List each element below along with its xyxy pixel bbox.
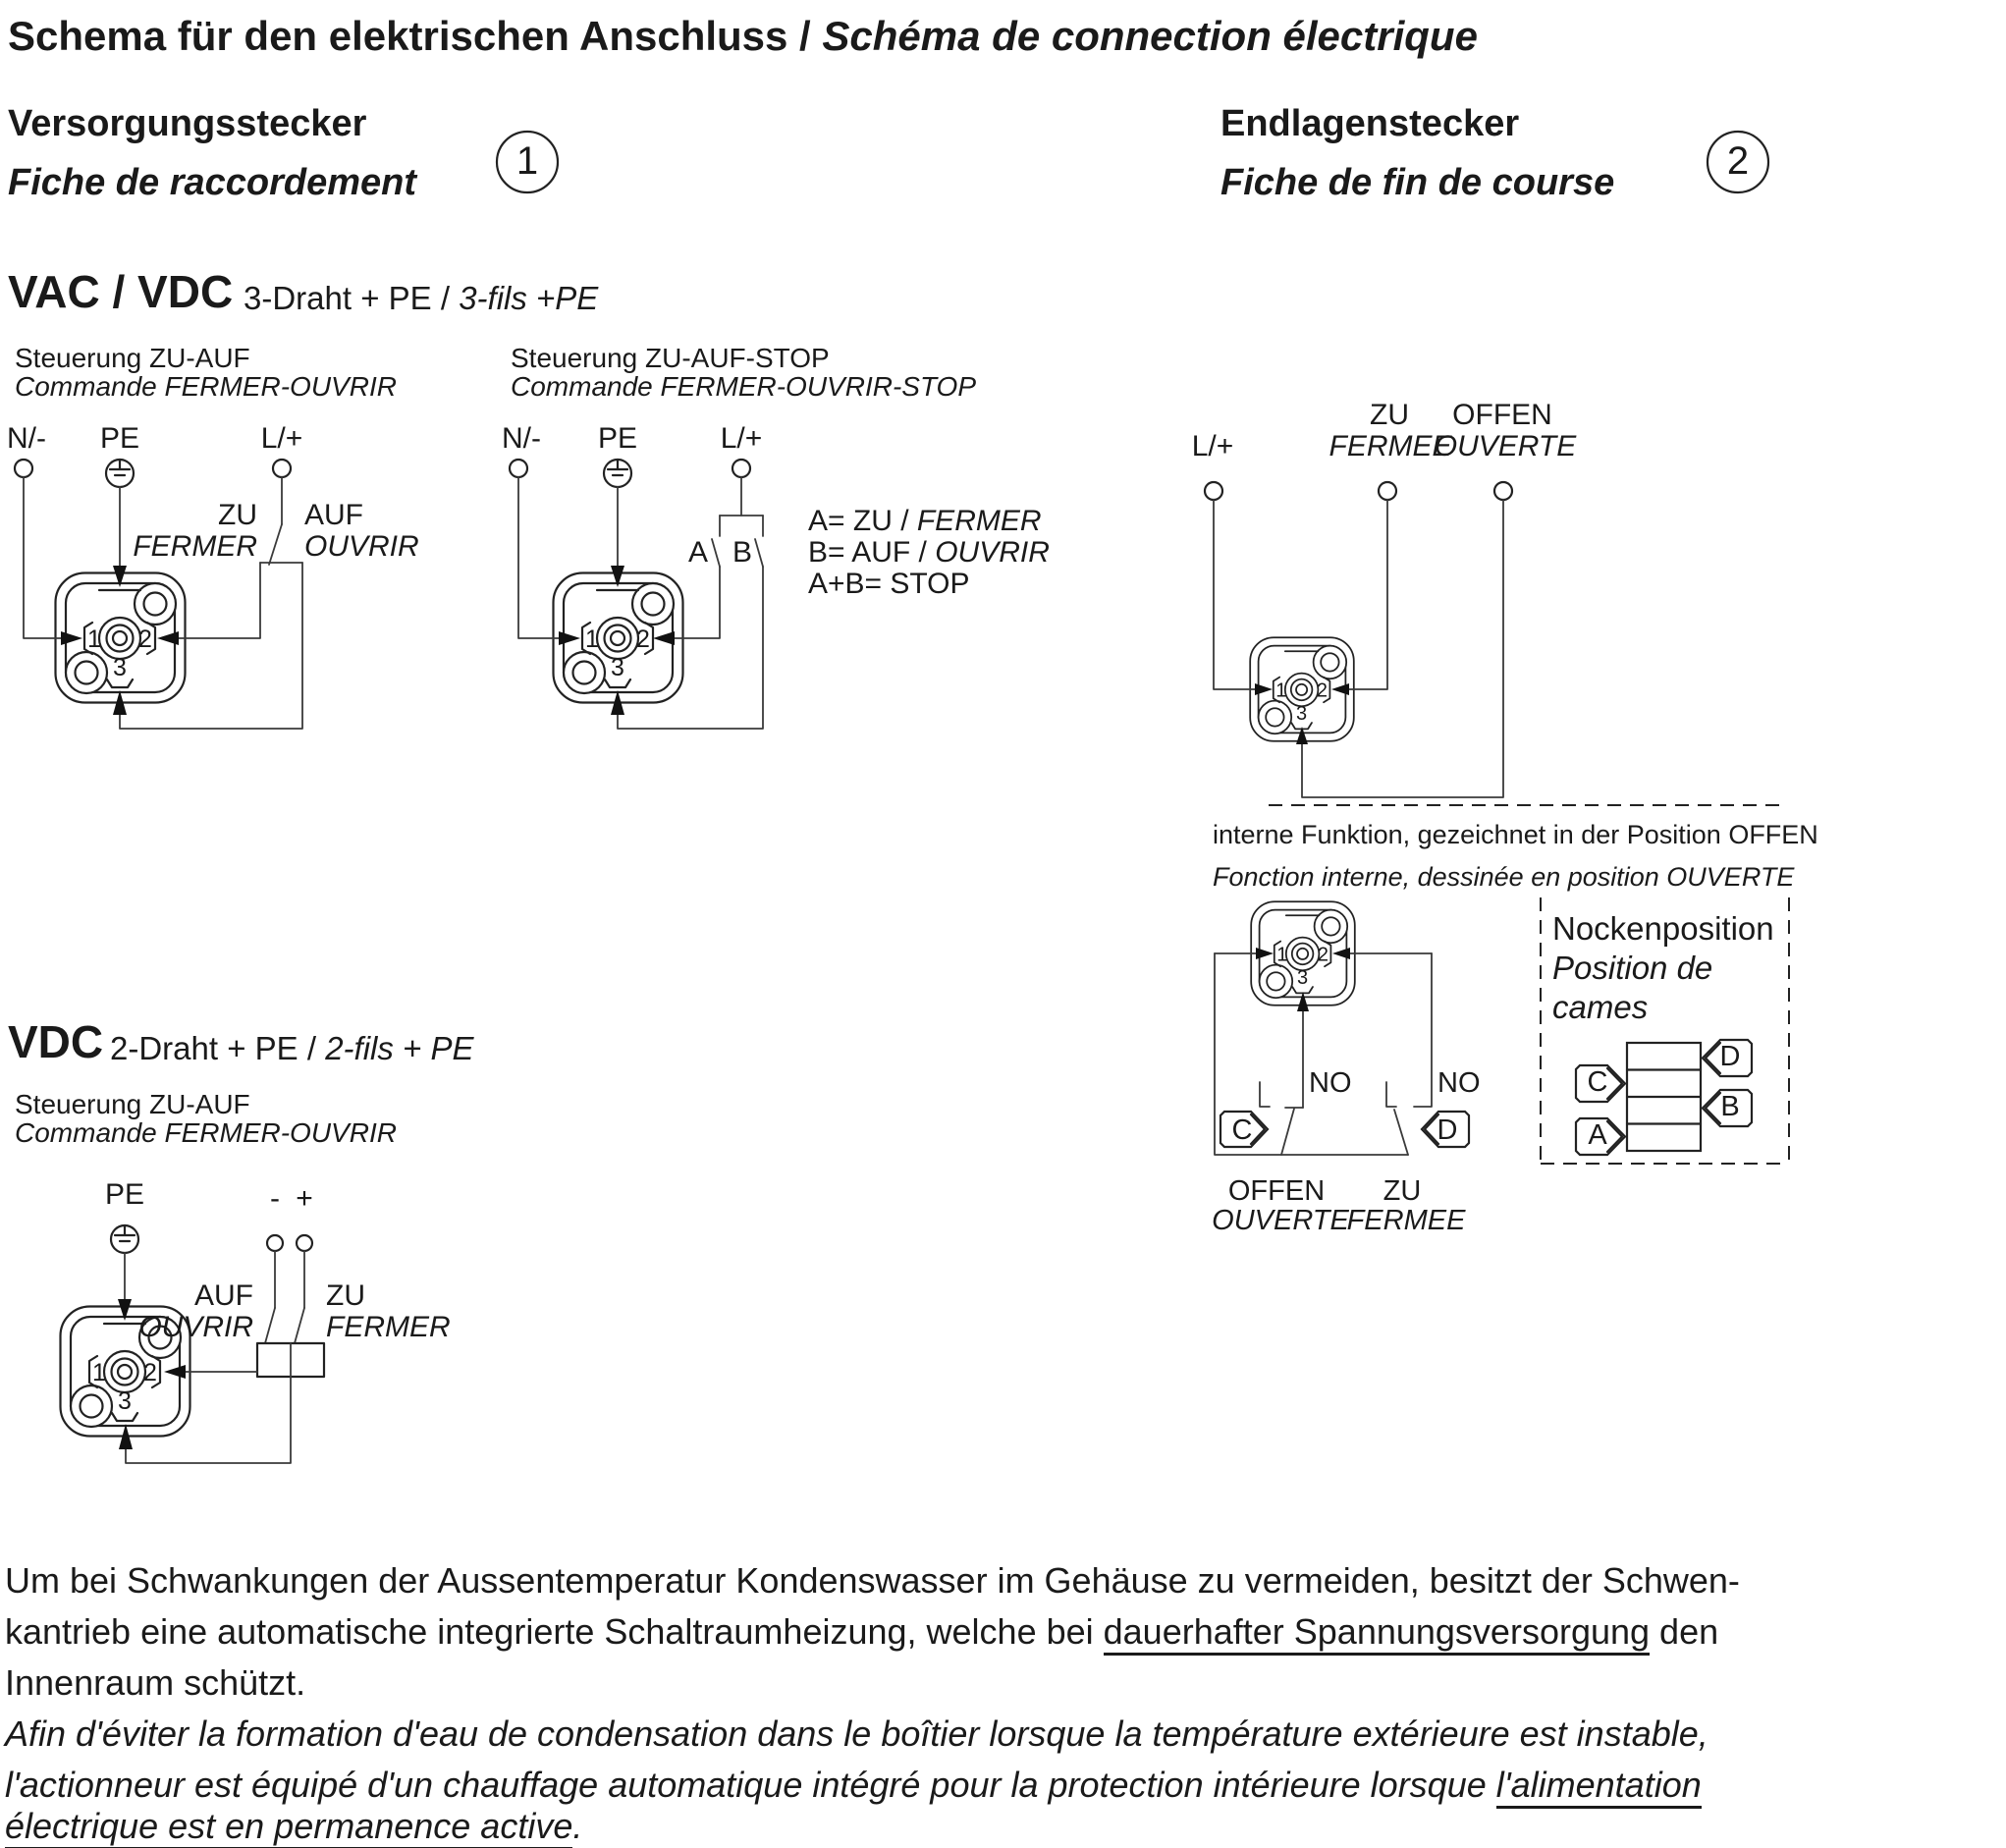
page-title-de: Schema für den elektrischen Anschluss / <box>8 13 823 59</box>
d4-terminal-plus: + <box>296 1182 313 1215</box>
d4-caption-fr: Commande FERMER-OUVRIR <box>15 1117 397 1148</box>
d1-caption-de: Steuerung ZU-AUF <box>15 343 250 373</box>
d2-switch-b-label: B <box>732 536 752 569</box>
cam-title-de: Nockenposition <box>1552 910 1774 947</box>
switch-zu-D <box>1386 1082 1408 1155</box>
d2-caption-de: Steuerung ZU-AUF-STOP <box>511 343 830 373</box>
limit-header-de: Endlagenstecker <box>1220 103 1520 144</box>
d4-caption-de: Steuerung ZU-AUF <box>15 1089 250 1119</box>
d4-label-fermer: FERMER <box>326 1311 451 1343</box>
cam-badge-a-letter: A <box>1588 1119 1607 1151</box>
internal-fermee-label: FERMEE <box>1346 1205 1466 1236</box>
vdc-subtitle-fr: 2-fils + PE <box>325 1030 474 1066</box>
vac-subtitle-fr: 3-fils +PE <box>459 280 599 316</box>
cam-title-fr2: cames <box>1552 989 1649 1025</box>
d4-label-ouvrir: OUVRIR <box>138 1311 253 1343</box>
cam-badge-c-letter: C <box>1587 1066 1608 1098</box>
diagram1-terminals <box>15 460 291 487</box>
d1-terminal-n: N/- <box>7 422 46 455</box>
d2-legend-line3: A+B= STOP <box>808 568 970 600</box>
internal-no-label-c: NO <box>1309 1067 1352 1099</box>
note-de-line3: Innenraum schützt. <box>5 1662 306 1703</box>
d3-terminal-l: L/+ <box>1191 430 1234 462</box>
d2-legend-line2 <box>808 536 1050 569</box>
diagram5-terminals <box>111 1225 312 1253</box>
cam-stack <box>1627 1043 1701 1151</box>
d1-label-auf: AUF <box>304 499 363 531</box>
cam-badge-d-letter: D <box>1719 1041 1741 1072</box>
d2-terminal-n: N/- <box>502 422 541 455</box>
d3-label-zu: ZU <box>1370 399 1409 431</box>
page-title-fr: Schéma de connection électrique <box>822 13 1478 59</box>
limit-badge-number: 2 <box>1726 139 1750 183</box>
d2-caption-fr: Commande FERMER-OUVRIR-STOP <box>511 371 977 402</box>
note-fr-line2-pre: l'actionneur est équipé d'un chauffage automatique intégré pour la protection intérieure lorsque <box>5 1765 1496 1805</box>
note-de-line2-underlined: dauerhafter Spannungsversorgung <box>1104 1611 1650 1656</box>
internal-badge-c-letter: C <box>1231 1114 1253 1146</box>
d4-label-auf: AUF <box>194 1279 253 1312</box>
d3-label-offen: OFFEN <box>1452 399 1552 431</box>
page-title <box>8 14 1478 59</box>
internal-offen-label: OFFEN <box>1227 1175 1326 1207</box>
d1-label-ouvrir: OUVRIR <box>304 530 419 563</box>
supply-header-de: Versorgungsstecker <box>8 103 367 144</box>
d2-terminal-l: L/+ <box>720 422 763 455</box>
supply-header-fr: Fiche de raccordement <box>8 162 417 203</box>
vac-subtitle-de: 3-Draht + PE / <box>244 280 460 316</box>
note-fr-line2 <box>5 1767 1702 1803</box>
limit-header-fr: Fiche de fin de course <box>1220 162 1615 203</box>
note-fr-line3-underlined: électrique est en permanence active <box>5 1806 572 1848</box>
d4-terminal-pe: PE <box>104 1178 145 1211</box>
wiring-diagram-svg: 1 2 3 <box>0 0 2006 1848</box>
note-de-line2-post: den <box>1650 1611 1719 1652</box>
cam-title-fr1: Position de <box>1552 950 1713 986</box>
d2-switch-a-label: A <box>687 536 708 569</box>
supply-badge-number: 1 <box>515 139 539 183</box>
internal-note-de: interne Funktion, gezeichnet in der Position OFFEN <box>1213 820 1818 849</box>
diagram2-terminals <box>510 460 750 487</box>
d3-label-fermee: FERMEE <box>1328 430 1452 462</box>
switch-offen-C <box>1260 1082 1294 1155</box>
d2-terminal-pe: PE <box>597 422 638 455</box>
note-de-line1: Um bei Schwankungen der Aussentemperatur Kondenswasser im Gehäuse zu vermeiden, besitzt der Schwen- <box>5 1560 1740 1601</box>
vdc-subtitle-de: 2-Draht + PE / <box>110 1030 326 1066</box>
d2-legend-line1-it: FERMER <box>916 505 1042 537</box>
internal-zu-label: ZU <box>1383 1175 1422 1207</box>
internal-note-fr: Fonction interne, dessinée en position OUVERTE <box>1213 862 1795 892</box>
d2-legend-line2-pre: B= AUF / <box>808 536 936 569</box>
diagram3-terminals <box>1205 482 1512 500</box>
vac-subtitle <box>244 281 598 316</box>
d1-caption-fr: Commande FERMER-OUVRIR <box>15 371 397 402</box>
d4-terminal-minus: - <box>270 1182 280 1215</box>
note-fr-line2-underlined: l'alimentation <box>1496 1765 1702 1809</box>
cam-badge-b-letter: B <box>1720 1091 1740 1122</box>
d4-label-zu: ZU <box>326 1279 365 1312</box>
note-de-line2 <box>5 1611 1719 1652</box>
note-fr-line3 <box>5 1806 583 1846</box>
note-de-line2-pre: kantrieb eine automatische integrierte Schaltraumheizung, welche bei <box>5 1611 1104 1652</box>
d1-label-fermer: FERMER <box>133 530 257 563</box>
note-fr-line3-post: . <box>572 1806 583 1846</box>
vdc-heading: VDC <box>8 1016 104 1067</box>
internal-no-label-d: NO <box>1437 1067 1481 1099</box>
d2-legend-line2-it: OUVRIR <box>935 536 1050 569</box>
vac-heading: VAC / VDC <box>8 266 234 317</box>
d1-label-zu: ZU <box>218 499 257 531</box>
d1-terminal-pe: PE <box>99 422 140 455</box>
d2-legend-line1 <box>808 505 1042 537</box>
note-fr-line1: Afin d'éviter la formation d'eau de condensation dans le boîtier lorsque la température extérieure est instable, <box>5 1713 1708 1754</box>
internal-ouverte-label: OUVERTE <box>1212 1205 1349 1236</box>
d2-legend-line1-pre: A= ZU / <box>808 505 917 537</box>
vdc-subtitle <box>110 1031 474 1066</box>
internal-badge-d-letter: D <box>1437 1114 1458 1146</box>
d3-label-ouverte: OUVERTE <box>1434 430 1577 462</box>
d1-terminal-l: L/+ <box>260 422 303 455</box>
